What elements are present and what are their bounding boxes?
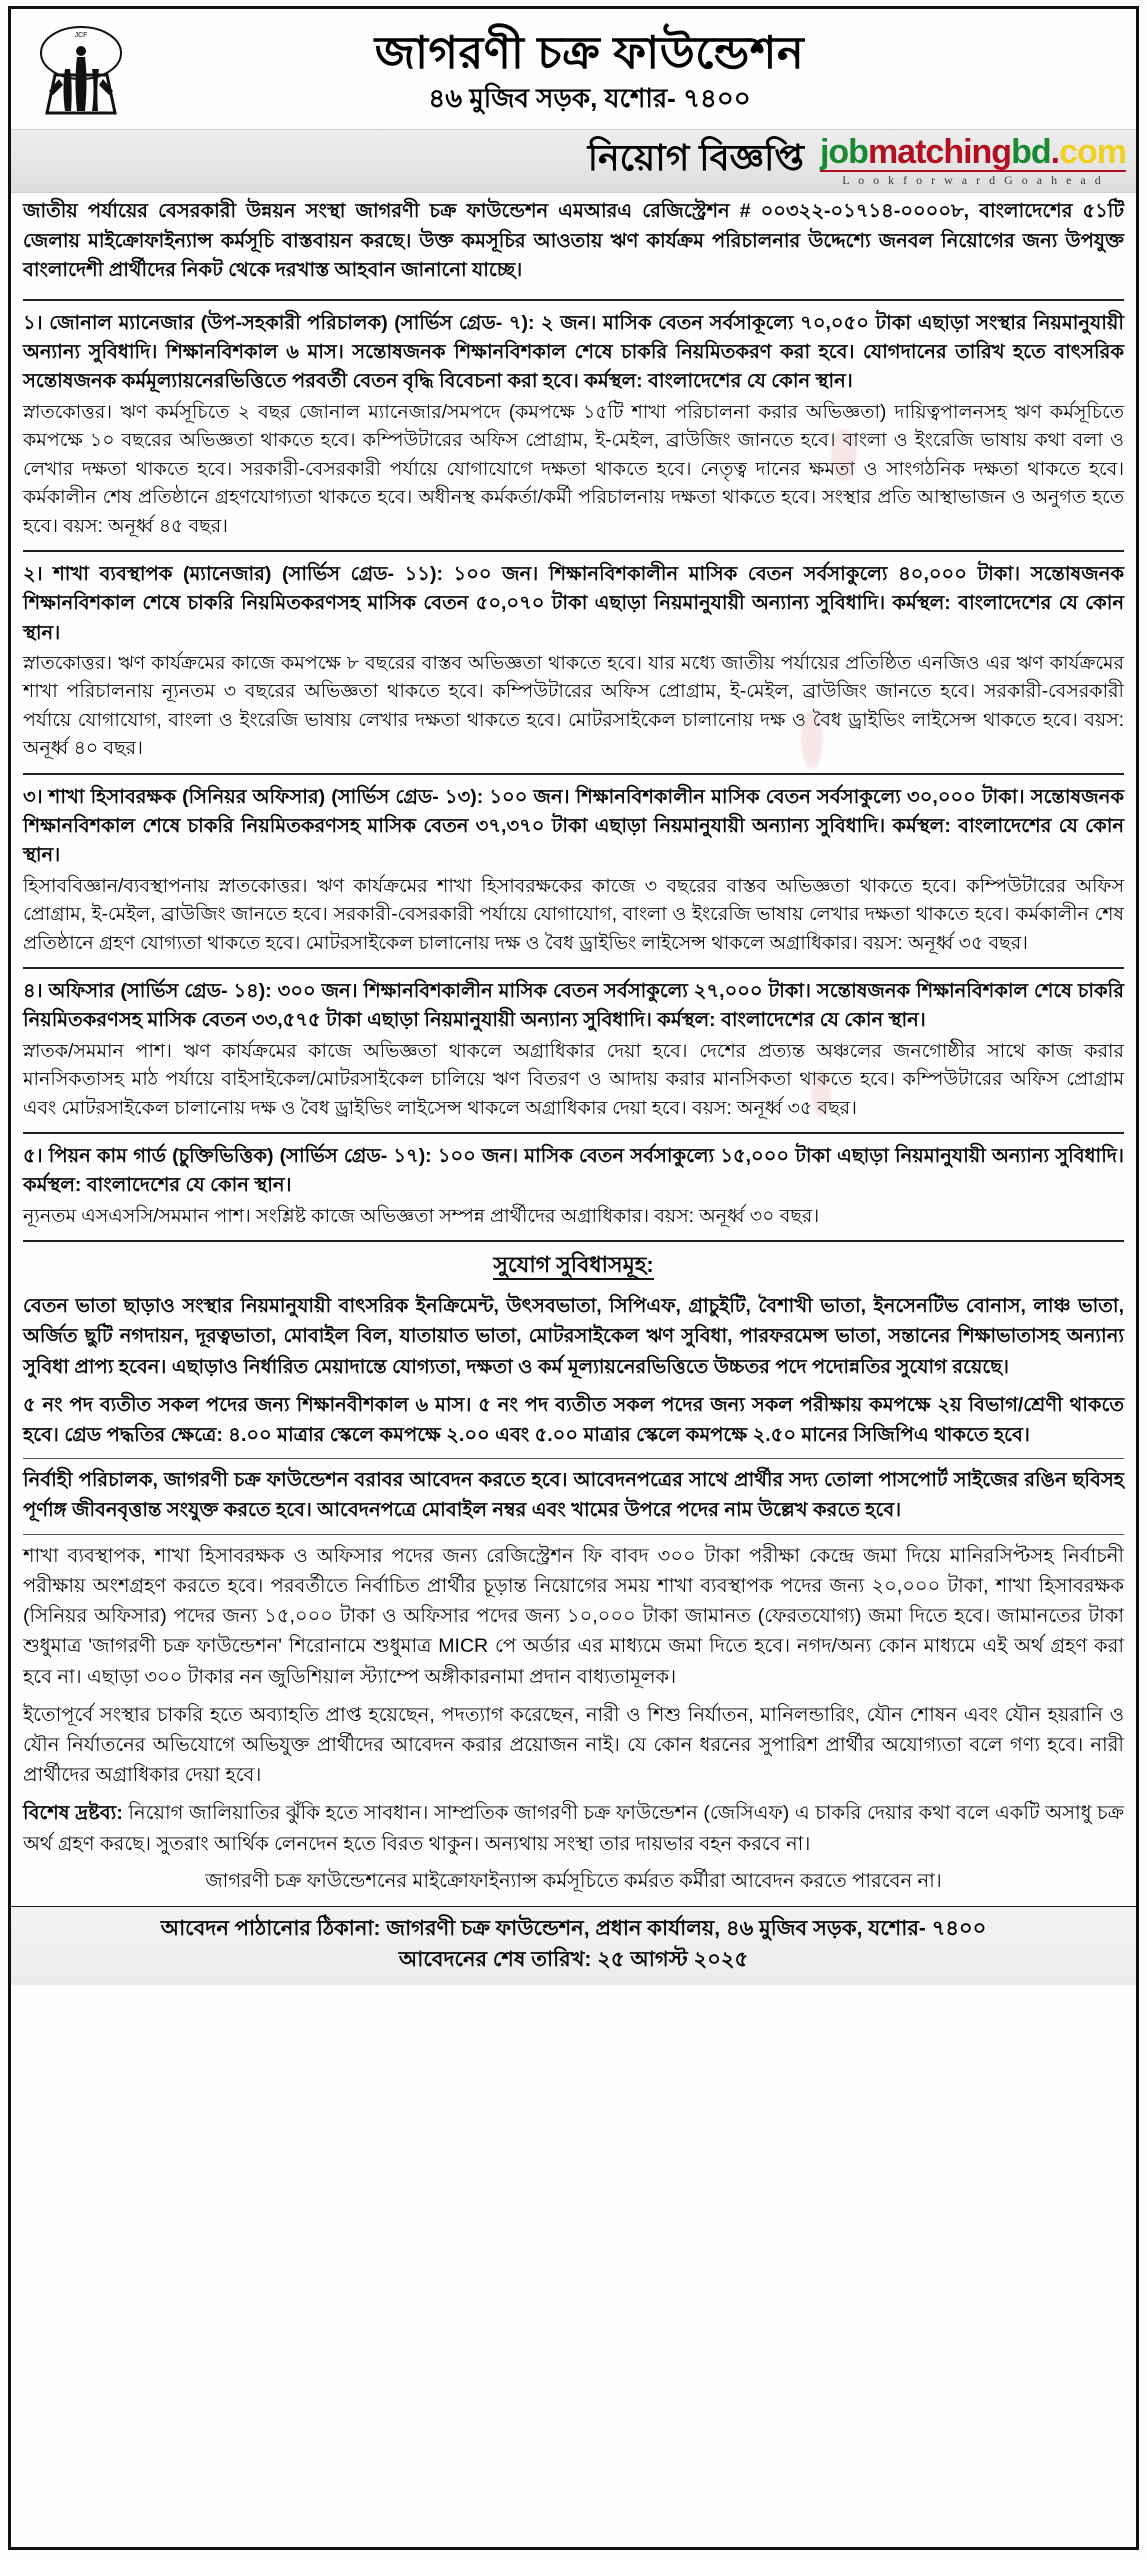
position-heading-4: ৪। অফিসার (সার্ভিস গ্রেড- ১৪): ৩০০ জন। শিক্ষানবিশকালীন মাসিক বেতন সর্বসাকুল্যে ২৭,০০০ টাকা। সন্তোষজনক শিক্ষানবিশকাল শেষে চাকরি নিয়মিতকরণসহ মাসিক বেতন ৩৩,৫৭৫ টাকা এছাড়া নিয়মানুযায়ী অন্যান্য সুবিধাদি। কর্মস্থল: বাংলাদেশের যে কোন স্থান। — [23, 980, 1124, 1032]
jcf-hands-logo-icon — [25, 17, 137, 125]
position-block-5 — [23, 1140, 1124, 1235]
application-paragraph-1: নির্বাহী পরিচালক, জাগরণী চক্র ফাউন্ডেশন বরাবর আবেদন করতে হবে। আবেদনপত্রের সাথে প্রার্থীর সদ্য তোলা পাসপোর্ট সাইজের রঙিন ছবিসহ পূর্ণাঙ্গ জীবনবৃত্তান্ত সংযুক্ত করতে হবে। আবেদনপত্রে মোবাইল নম্বর এবং খামের উপরে পদের নাম উল্লেখ করতে হবে। — [23, 1469, 1124, 1522]
position-qualification-4: স্নাতক/সমমান পাশ। ঋণ কার্যক্রমের কাজে অভিজ্ঞতা থাকলে অগ্রাধিকার দেয়া হবে। দেশের প্রত্যন্ত অঞ্চলের জনগোষ্ঠীর সাথে কাজ করার মানসিকতাসহ মাঠ পর্যায়ে বাইসাইকেল/মোটরসাইকেল চালিয়ে ঋণ বিতরণ ও আদায় করার মানসিকতা থাকতে হবে। কম্পিউটারের অফিস প্রোগ্রাম এবং মোটরসাইকেল চালানোয় দক্ষ ও বৈধ ড্রাইভিং লাইসেন্স থাকলে অগ্রাধিকার দেয়া হবে। বয়স: অনূর্ধ্ব ৩৫ বছর। — [23, 1040, 1124, 1119]
benefits-title-wrap — [23, 1248, 1124, 1285]
masthead — [11, 9, 1136, 129]
watermark-part-com: com — [1059, 132, 1126, 171]
divider — [23, 299, 1124, 301]
org-name: জাগরণী চক্র ফাউন্ডেশন — [374, 26, 805, 78]
benefits-title: সুযোগ সুবিধাসমূহ: — [493, 1252, 653, 1280]
watermark-part-matching: matching — [867, 132, 1012, 171]
benefits-paragraph-1: বেতন ভাতা ছাড়াও সংস্থার নিয়মানুযায়ী বাৎসরিক ইনক্রিমেন্ট, উৎসবভাতা, সিপিএফ, গ্রাচুইটি, বৈশাখী ভাতা, ইনসেনটিভ বোনাস, লাঞ্চ ভাতা, অর্জিত ছুটি নগদায়ন, দূরত্বভাতা, মোবাইল বিল, যাতায়াত ভাতা, মোটরসাইকেল ঋণ সুবিধা, পারফরমেন্স ভাতা, সন্তানের শিক্ষাভাতাসহ অন্যান্য সুবিধা প্রাপ্য হবেন। এছাড়াও নির্ধারিত মেয়াদান্তে যোগ্যতা, দক্ষতা ও কর্ম মূল্যায়নেরভিত্তিতে উচ্চতর পদে পদোন্নতির সুযোগ রয়েছে। — [23, 1295, 1124, 1378]
circular-frame — [8, 6, 1139, 2550]
position-qualification-1: স্নাতকোত্তর। ঋণ কর্মসূচিতে ২ বছর জোনাল ম্যানেজার/সমপদে (কমপক্ষে ১৫টি শাখা পরিচালনা করার অভিজ্ঞতা) দায়িত্বপালনসহ ঋণ কর্মসূচিতে কমপক্ষে ১০ বছরের অভিজ্ঞতা থাকতে হবে। কম্পিউটারের অফিস প্রোগ্রাম, ই-মেইল, ব্রাউজিং জানতে হবে। বাংলা ও ইংরেজি ভাষায় কথা বলা ও লেখার দক্ষতা থাকতে হবে। সরকারী-বেসরকারী পর্যায়ে যোগাযোগে দক্ষতা থাকতে হবে। নেতৃত্ব দানের ক্ষমতা ও সাংগঠনিক দক্ষতা থাকতে হবে। কর্মকালীন শেষ প্রতিষ্ঠানে গ্রহণযোগ্যতা থাকতে হবে। অধীনস্থ কর্মকর্তা/কর্মী পরিচালনায় দক্ষতা থাকতে হবে। সংস্থার প্রতি আস্থাভাজন ও অনুগত হতে হবে। বয়স: অনূর্ধ্ব ৪৫ বছর। — [23, 401, 1124, 537]
application-deadline-value: ২৫ আগস্ট ২০২৫ — [597, 1947, 749, 1971]
application-paragraph-2: শাখা ব্যবস্থাপক, শাখা হিসাবরক্ষক ও অফিসার পদের জন্য রেজিস্ট্রেশন ফি বাবদ ৩০০ টাকা পরীক্ষা কেন্দ্রে জমা দিয়ে মানিরসিপ্টসহ নির্বাচনী পরীক্ষায় অংশগ্রহণ করতে হবে। পরবর্তীতে নির্বাচিত প্রার্থীর চূড়ান্ত নিয়োগের সময় শাখা ব্যবস্থাপক পদের জন্য ২০,০০০ টাকা, শাখা হিসাবরক্ষক (সিনিয়র অফিসার) পদের জন্য ১৫,০০০ টাকা ও অফিসার পদের জন্য ১০,০০০ টাকা জামানত (ফেরতযোগ্য) জমা দিতে হবে। জামানতের টাকা শুধুমাত্র 'জাগরণী চক্র ফাউন্ডেশন' শিরোনামে শুধুমাত্র MICR পে অর্ডার এর মাধ্যমে জমা দিতে হবে। নগদ/অন্য কোন মাধ্যমে এই অর্থ গ্রহণ করা হবে না। এছাড়া ৩০০ টাকার নন জুডিশিয়াল স্ট্যাম্পে অঙ্গীকারনামা প্রদান বাধ্যতামূলক। — [23, 1544, 1124, 1688]
position-heading-3: ৩। শাখা হিসাবরক্ষক (সিনিয়র অফিসার) (সার্ভিস গ্রেড- ১৩): ১০০ জন। শিক্ষানবিশকালীন মাসিক বেতন সর্বসাকুল্যে ৩০,০০০ টাকা। সন্তোষজনক শিক্ষানবিশকাল শেষে চাকরি নিয়মিতকরণসহ মাসিক বেতন ৩৭,৩৭০ টাকা এছাড়া নিয়মানুযায়ী অন্যান্য সুবিধাদি। কর্মস্থল: বাংলাদেশের যে কোন স্থান। — [23, 785, 1124, 867]
org-address: ৪৬ মুজিব সড়ক, যশোর- ৭৪০০ — [428, 82, 751, 113]
title-band — [11, 129, 1136, 193]
page-title: নিয়োগ বিজ্ঞপ্তি — [587, 137, 804, 178]
intro-section — [11, 193, 1136, 290]
position-heading-1: ১। জোনাল ম্যানেজার (উপ-সহকারী পরিচালক) (সার্ভিস গ্রেড- ৭): ২ জন। মাসিক বেতন সর্বসাকূল্যে ৭০,০৫০ টাকা এছাড়া সংস্থার নিয়মানুযায়ী অন্যান্য সুবিধাদি। শিক্ষানবিশকাল ৬ মাস। সন্তোষজনক শিক্ষানবিশকাল শেষে চাকরি নিয়মিতকরণ করা হবে। যোগদানের তারিখ হতে বাৎসরিক সন্তোষজনক কর্মমূল্যায়নেরভিত্তিতে পরবর্তী বেতন বৃদ্ধি বিবেচনা করা হবে। কর্মস্থল: বাংলাদেশের যে কোন স্থান। — [23, 311, 1124, 393]
position-heading-2: ২। শাখা ব্যবস্থাপক (ম্যানেজার) (সার্ভিস গ্রেড- ১১): ১০০ জন। শিক্ষানবিশকালীন মাসিক বেতন সর্বসাকুল্যে ৪০,০০০ টাকা। সন্তোষজনক শিক্ষানবিশকাল শেষে চাকরি নিয়মিতকরণসহ মাসিক বেতন ৫০,০৭০ টাকা এছাড়া নিয়মানুযায়ী অন্যান্য সুবিধাদি। কর্মস্থল: বাংলাদেশের যে কোন স্থান। — [23, 563, 1124, 644]
jobmatchingbd-watermark — [819, 132, 1126, 187]
intro-paragraph: জাতীয় পর্যায়ের বেসরকারী উন্নয়ন সংস্থা জাগরণী চক্র ফাউন্ডেশন এমআরএ রেজিস্ট্রেশন # ০০৩২২-০১৭১৪-০০০০৮, বাংলাদেশের ৫১টি জেলায় মাইক্রোফাইন্যান্স কর্মসূচি বাস্তবায়ন করছে। উক্ত কমসূচির আওতায় ঋণ কার্যক্রম পরিচালনার উদ্দেশ্যে জনবল নিয়োগের জন্য উপযুক্ত বাংলাদেশী প্রার্থীদের নিকট থেকে দরখাস্ত আহবান জানানো যাচ্ছে। — [23, 200, 1124, 282]
content — [11, 290, 1136, 1904]
position-block-4 — [23, 975, 1124, 1127]
application-deadline-label: আবেদনের শেষ তারিখ: — [398, 1947, 592, 1971]
watermark-rule — [820, 170, 1126, 172]
special-notice-paragraph — [23, 1798, 1124, 1858]
position-qualification-2: স্নাতকোত্তর। ঋণ কার্যক্রমের কাজে কমপক্ষে ৮ বছরের বাস্তব অভিজ্ঞতা থাকতে হবে। যার মধ্যে জাতীয় পর্যায়ের প্রতিষ্ঠিত এনজিও এর ঋণ কার্যক্রমের শাখা পরিচালনায় ন্যূনতম ৩ বছরের অভিজ্ঞতা থাকতে হবে। কম্পিউটারের অফিস প্রোগ্রাম, ই-মেইল, ব্রাউজিং জানতে হবে। সরকারী-বেসরকারী পর্যায়ে যোগাযোগ, বাংলা ও ইংরেজি ভাষায় লেখার দক্ষতা থাকতে হবে। মোটরসাইকেল চালানোয় দক্ষ ও বৈধ ড্রাইভিং লাইসেন্স থাকতে হবে। বয়স: অনূর্ধ্ব ৪০ বছর। — [23, 652, 1124, 760]
special-notice-text: নিয়োগ জালিয়াতির ঝুঁকি হতে সাবধান। সাম্প্রতিক জাগরণী চক্র ফাউন্ডেশন (জেসিএফ) এ চাকরি দেয়ার কথা বলে একটি অসাধু চক্র অর্থ গ্রহণ করছে। সুতরাং আর্থিক লেনদেন হতে বিরত থাকুন। অন্যথায় সংস্থা তার দায়ভার বহন করবে না। — [23, 1802, 1125, 1855]
svg-text:JCF: JCF — [74, 32, 88, 39]
watermark-part-job: job — [819, 132, 868, 171]
position-block-2 — [23, 558, 1124, 768]
divider — [23, 550, 1124, 552]
position-qualification-5: ন্যূনতম এসএসসি/সমমান পাশ। সংশ্লিষ্ট কাজে অভিজ্ঞতা সম্পন্ন প্রার্থীদের অগ্রাধিকার। বয়স: অনূর্ধ্ব ৩০ বছর। — [23, 1205, 820, 1227]
watermark-part-bd: bd — [1011, 132, 1051, 171]
position-heading-5: ৫। পিয়ন কাম গার্ড (চুক্তিভিত্তিক) (সার্ভিস গ্রেড- ১৭): ১০০ জন। মাসিক বেতন সর্বসাকুল্যে ১৫,০০০ টাকা এছাড়া নিয়মানুযায়ী অন্যান্য সুবিধাদি। কর্মস্থল: বাংলাদেশের যে কোন স্থান। — [23, 1145, 1124, 1197]
application-address-value: জাগরণী চক্র ফাউন্ডেশন, প্রধান কার্যালয়, ৪৬ মুজিব সড়ক, যশোর- ৭৪০০ — [386, 1917, 987, 1941]
application-address-line — [21, 1914, 1126, 1944]
application-paragraph-3: ইতোপূর্বে সংস্থার চাকরি হতে অব্যাহতি প্রাপ্ত হয়েছেন, পদত্যাগ করেছেন, নারী ও শিশু নির্যাতন, মানিলন্ডারিং, যৌন শোষন এবং যৌন হয়রানি ও যৌন নির্যাতনের অভিযোগে অভিযুক্ত প্রার্থীদের আবেদন করার প্রয়োজন নাই। যে কোন ধরনের সুপারিশ প্রার্থীর অযোগ্যতা বলে গণ্য হবে। নারী প্রার্থীদের অগ্রাধিকার দেয়া হবে। — [23, 1703, 1124, 1787]
footer-band — [11, 1906, 1136, 1985]
divider — [23, 1534, 1124, 1535]
divider — [23, 773, 1124, 775]
closing-note: জাগরণী চক্র ফাউন্ডেশনের মাইক্রোফাইন্যান্স কর্মসূচিতে কর্মরত কর্মীরা আবেদন করতে পারবেন না। — [205, 1869, 942, 1892]
masthead-text — [147, 28, 1122, 115]
special-notice-label: বিশেষ দ্রষ্টব্য: — [23, 1802, 123, 1825]
watermark-wordmark — [819, 132, 1126, 171]
position-block-3 — [23, 781, 1124, 962]
divider — [23, 967, 1124, 969]
benefits-paragraph-2: ৫ নং পদ ব্যতীত সকল পদের জন্য শিক্ষানবীশকাল ৬ মাস। ৫ নং পদ ব্যতীত সকল পদের জন্য সকল পরীক্ষায় কমপক্ষে ২য় বিভাগ/শ্রেণী থাকতে হবে। গ্রেড পদ্ধতির ক্ষেত্রে: ৪.০০ মাত্রার স্কেলে কমপক্ষে ২.০০ এবং ৫.০০ মাত্রার স্কেলে কমপক্ষে ২.৫০ মানের সিজিপিএ থাকতে হবে। — [23, 1393, 1124, 1446]
position-qualification-3: হিসাববিজ্ঞান/ব্যবস্থাপনায় স্নাতকোত্তর। ঋণ কার্যক্রমের শাখা হিসাবরক্ষকের কাজে ৩ বছরের বাস্তব অভিজ্ঞতা থাকতে হবে। কম্পিউটারের অফিস প্রোগ্রাম, ই-মেইল, ব্রাউজিং জানতে হবে। সরকারী-বেসরকারী পর্যায়ে যোগাযোগ, বাংলা ও ইংরেজি ভাষায় লেখার দক্ষতা থাকতে হবে। কর্মকালীন শেষ প্রতিষ্ঠানে গ্রহণ যোগ্যতা থাকতে হবে। মোটরসাইকেল চালানোয় দক্ষ ও বৈধ ড্রাইভিং লাইসেন্স থাকলে অগ্রাধিকার। বয়স: অনূর্ধ্ব ৩৫ বছর। — [23, 875, 1124, 954]
watermark-part-dot: . — [1050, 132, 1060, 171]
position-block-1 — [23, 307, 1124, 545]
application-deadline-line — [21, 1945, 1126, 1975]
watermark-tagline: L o o k f o r w a r d G o a h e a d — [842, 172, 1104, 187]
divider — [23, 1240, 1124, 1242]
application-address-label: আবেদন পাঠানোর ঠিকানা: — [160, 1917, 381, 1941]
divider — [23, 1458, 1124, 1459]
divider — [23, 1132, 1124, 1134]
